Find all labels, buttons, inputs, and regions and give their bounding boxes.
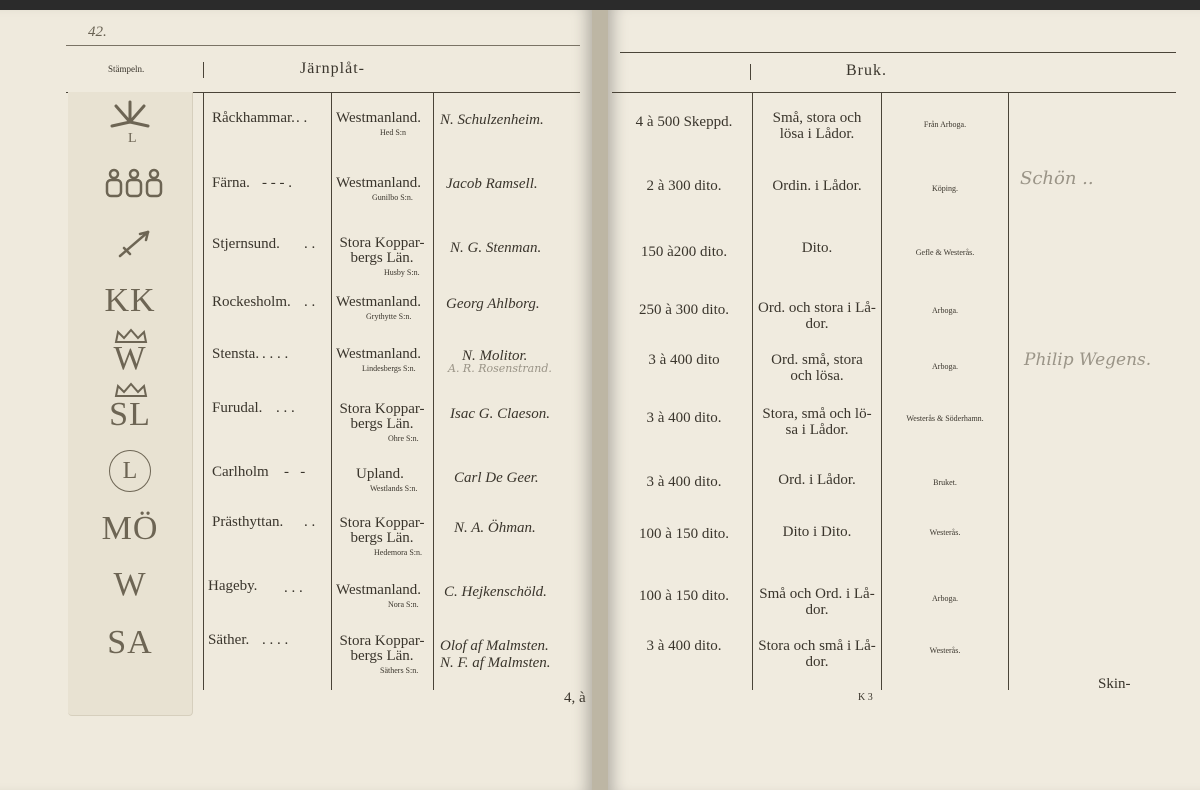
region: Westmanland. bbox=[336, 346, 422, 362]
destination: Bruket. bbox=[933, 478, 957, 487]
iron-kind: Ord. små, stora och lösa. bbox=[771, 352, 863, 384]
stamp-mark: SL bbox=[109, 396, 151, 433]
works-name: Hageby. bbox=[208, 578, 258, 594]
works-name: Carlholm bbox=[212, 464, 269, 480]
owner: Georg Ahlborg. bbox=[446, 296, 540, 312]
leader-dots: . . . . bbox=[262, 346, 289, 362]
stamp-column-header: Stämpeln. bbox=[108, 64, 145, 74]
destination: Westerås. bbox=[929, 646, 961, 655]
capacity: 100 à 150 dito. bbox=[639, 526, 729, 542]
region: Stora Koppar- bergs Län. bbox=[339, 633, 425, 664]
destination: Gefle & Westerås. bbox=[915, 248, 975, 257]
works-name: Stjernsund. bbox=[212, 236, 280, 252]
region: Stora Koppar- bergs Län. bbox=[339, 235, 425, 266]
works-name: Stensta. bbox=[212, 346, 260, 362]
owner: Olof af Malmsten. N. F. af Malmsten. bbox=[440, 638, 551, 671]
leader-dots: . . bbox=[304, 236, 316, 252]
destination: Arboga. bbox=[932, 306, 958, 315]
works-header: Bruk. bbox=[846, 62, 887, 79]
leader-dots: - - - . bbox=[262, 175, 292, 191]
iron-kind: Ordin. i Lådor. bbox=[772, 178, 862, 194]
handwritten-note: Schön .. bbox=[1020, 168, 1094, 189]
region: Stora Koppar- bergs Län. bbox=[339, 401, 425, 432]
capacity: 3 à 400 dito. bbox=[646, 474, 722, 490]
leader-dots: . . bbox=[296, 110, 308, 126]
region: Westmanland. bbox=[336, 582, 422, 598]
stamp-mark-star-l bbox=[106, 98, 154, 151]
stamp-mark: W bbox=[113, 566, 147, 603]
capacity: 250 à 300 dito. bbox=[639, 302, 729, 318]
column-rule bbox=[881, 92, 882, 690]
signature-mark: K 3 bbox=[858, 692, 873, 703]
destination: Från Arboga. bbox=[923, 120, 967, 129]
owner: N. Molitor. bbox=[462, 348, 528, 364]
stamp-mark: KK bbox=[104, 282, 156, 319]
works-name: Färna. bbox=[212, 175, 250, 191]
parish: Westlands S:n. bbox=[370, 484, 418, 493]
works-name: Prästhyttan. bbox=[212, 514, 284, 530]
catchword: Skin- bbox=[1098, 676, 1131, 692]
parish: Grythytte S:n. bbox=[366, 312, 412, 321]
leader-dots: . . bbox=[304, 294, 316, 310]
leader-dots: . . . bbox=[284, 580, 303, 596]
works-name: Säther. bbox=[208, 632, 250, 648]
works-name: Råckhammar. bbox=[212, 110, 295, 126]
capacity: 100 à 150 dito. bbox=[639, 588, 729, 604]
destination: Arboga. bbox=[932, 594, 958, 603]
parish: Säthers S:n. bbox=[380, 666, 419, 675]
destination: Köping. bbox=[932, 184, 958, 193]
works-name: Furudal. bbox=[212, 400, 263, 416]
column-rule bbox=[203, 92, 204, 690]
capacity: 3 à 400 dito. bbox=[646, 410, 722, 426]
owner: N. A. Öhman. bbox=[454, 520, 536, 536]
iron-kind: Dito i Dito. bbox=[782, 524, 852, 540]
leader-dots: . . . bbox=[276, 400, 295, 416]
iron-kind: Ord. i Lådor. bbox=[778, 472, 856, 488]
parish: Nora S:n. bbox=[388, 600, 419, 609]
top-rule bbox=[66, 45, 580, 46]
owner: Carl De Geer. bbox=[454, 470, 539, 486]
column-rule bbox=[433, 92, 434, 690]
parish: Hedemora S:n. bbox=[374, 548, 422, 557]
handwritten-note: A. R. Rosenstrand. bbox=[448, 362, 552, 375]
capacity: 4 à 500 Skeppd. bbox=[635, 114, 733, 130]
handwritten-note: Philip Wegens. bbox=[1024, 350, 1152, 370]
column-rule bbox=[752, 92, 753, 690]
stamp-mark: MÖ bbox=[101, 510, 159, 547]
iron-kind: Dito. bbox=[801, 240, 833, 256]
region: Stora Koppar- bergs Län. bbox=[339, 515, 425, 546]
column-rule bbox=[1008, 92, 1009, 690]
capacity: 3 à 400 dito. bbox=[646, 638, 722, 654]
capacity: 150 à200 dito. bbox=[640, 244, 728, 260]
owner: N. G. Stenman. bbox=[450, 240, 542, 256]
book-gutter bbox=[592, 10, 608, 790]
page-number: 42. bbox=[88, 24, 107, 40]
header-divider bbox=[750, 64, 751, 80]
ironplate-header: Järnplåt- bbox=[300, 60, 365, 77]
stamp-mark: SA bbox=[107, 624, 153, 661]
region: Westmanland. bbox=[336, 294, 422, 310]
destination: Westerås. bbox=[929, 528, 961, 537]
svg-text:L: L bbox=[128, 131, 137, 146]
header-divider bbox=[203, 62, 204, 78]
header-rule bbox=[612, 92, 1176, 93]
works-name: Rockesholm. bbox=[212, 294, 291, 310]
capacity: 3 à 400 dito bbox=[648, 352, 720, 368]
stamp-mark-arrow bbox=[114, 226, 154, 267]
parish: Lindesbergs S:n. bbox=[362, 364, 416, 373]
owner: C. Hejkenschöld. bbox=[444, 584, 547, 600]
owner: Isac G. Claeson. bbox=[450, 406, 550, 422]
owner: N. Schulzenheim. bbox=[440, 112, 544, 128]
owner: Jacob Ramsell. bbox=[446, 176, 538, 192]
parish: Gunilbo S:n. bbox=[372, 193, 413, 202]
column-rule bbox=[331, 92, 332, 690]
capacity: 2 à 300 dito. bbox=[646, 178, 722, 194]
parish: Husby S:n. bbox=[384, 268, 420, 277]
catchword: 4, à bbox=[564, 690, 586, 706]
iron-kind: Små, stora och lösa i Lådor. bbox=[772, 110, 862, 142]
destination: Arboga. bbox=[932, 362, 958, 371]
parish: Ohre S:n. bbox=[388, 434, 419, 443]
top-rule bbox=[620, 52, 1176, 53]
leader-dots: . . . . bbox=[262, 632, 289, 648]
leader-dots: - - bbox=[284, 464, 306, 480]
iron-kind: Stora och små i Lå- dor. bbox=[758, 638, 876, 670]
stamp-mark-three-weights bbox=[102, 166, 166, 205]
destination: Westerås & Söderhamn. bbox=[906, 414, 984, 423]
iron-kind: Stora, små och lö- sa i Lådor. bbox=[762, 406, 872, 438]
region: Upland. bbox=[356, 466, 404, 482]
region: Westmanland. bbox=[336, 110, 422, 126]
parish: Hed S:n bbox=[380, 128, 406, 137]
stamp-mark-circle: L bbox=[109, 450, 151, 492]
leader-dots: . . bbox=[304, 514, 316, 530]
iron-kind: Små och Ord. i Lå- dor. bbox=[759, 586, 875, 618]
region: Westmanland. bbox=[336, 175, 422, 191]
stamp-mark: W bbox=[113, 340, 147, 377]
iron-kind: Ord. och stora i Lå- dor. bbox=[758, 300, 876, 332]
